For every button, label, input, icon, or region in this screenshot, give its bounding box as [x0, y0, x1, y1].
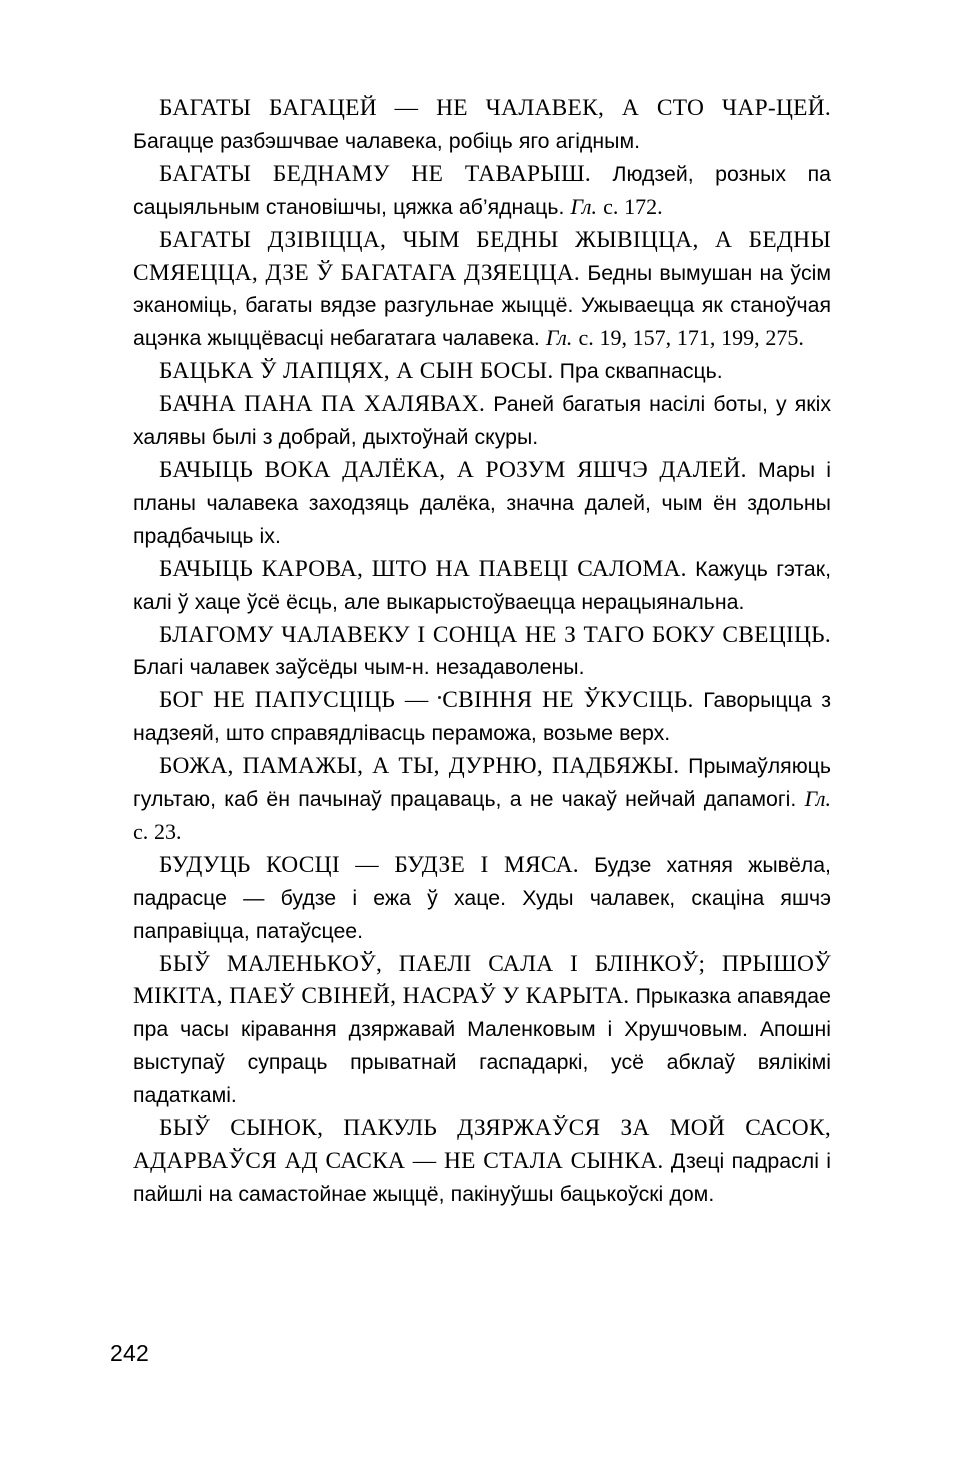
dictionary-entry-list [133, 92, 831, 1211]
entry-headword-part-a: БОГ НЕ ПАПУСЦІЦЬ — [159, 687, 439, 714]
dictionary-entry [133, 553, 831, 619]
entry-definition: Гаворыцца з надзеяй, што справядлівасць пераможа, возьме верх. [133, 688, 831, 746]
entry-xref-pages: с. 172. [603, 193, 663, 219]
entry-xref-label: Гл. [570, 193, 597, 219]
entry-headword: БЫЎ МАЛЕНЬКОЎ, ПАЕЛІ САЛА І БЛІНКОЎ; ПРЫШОЎ МІКІТА, ПАЕЎ СВІНЕЙ, НАСРАЎ У КАРЫТА. [133, 950, 831, 1010]
scan-speck-artifact [438, 696, 441, 699]
entry-definition: Мары і планы чалавека заходзяць далёка, значна далей, чым ён здольны прадбачыць іх. [133, 457, 831, 548]
entry-headword: БАГАТЫ ДЗІВІЦЦА, ЧЫМ БЕДНЫ ЖЫВІЦЦА, А БЕДНЫ СМЯЕЦЦА, ДЗЕ Ў БАГАТАГА ДЗЯЕЦЦА. [133, 226, 831, 286]
entry-definition: Кажуць гэтак, калі ў хаце ўсё ёсць, але выкарыстоўваецца нерацыянальна. [133, 556, 831, 614]
dictionary-entry [133, 849, 831, 948]
entry-headword: БАГАТЫ БЕДНАМУ НЕ ТАВАРЫШ. [159, 160, 592, 187]
entry-headword: БЫЎ СЫНОК, ПАКУЛЬ ДЗЯРЖАЎСЯ ЗА МОЙ САСОК, АДАРВАЎСЯ АД САСКА — НЕ СТАЛА СЫНКА. [133, 1115, 831, 1174]
entry-headword: БАЧЫЦЬ КАРОВА, ШТО НА ПАВЕЦІ САЛОМА. [159, 555, 687, 582]
dictionary-entry [133, 92, 831, 158]
entry-definition: Людзей, розных па сацыяльным становішчы, цяжка аб’яднаць. [133, 161, 831, 219]
entry-headword: БУДУЦЬ КОСЦІ — БУДЗЕ І МЯСА. [159, 851, 579, 878]
dictionary-entry [133, 355, 831, 388]
entry-headword: БАГАТЫ БАГАЦЕЙ — НЕ ЧАЛАВЕК, А СТО ЧАР-ЦЕЙ. [159, 95, 831, 121]
dictionary-entry [133, 158, 831, 224]
entry-headword: БАЧНА ПАНА ПА ХАЛЯВАХ. [159, 391, 486, 418]
entry-definition: Прыказка апавядае пра часы кіравання дзяржавай Маленковым і Хрушчовым. Апошні выступаў супраць прыватнай гаспадаркі, усё абклаў вялікімі падаткамі. [133, 984, 831, 1108]
entry-definition: Пра сквапнасць. [559, 359, 723, 384]
entry-xref-label: Гл. [804, 786, 831, 812]
dictionary-entry [133, 619, 831, 685]
dictionary-entry [133, 684, 831, 750]
entry-definition: Багацце разбэшчвае чалавека, робіць яго агідным. [133, 128, 641, 153]
dictionary-entry [133, 388, 831, 454]
entry-headword: БОЖА, ПАМАЖЫ, А ТЫ, ДУРНЮ, ПАДБЯЖЫ. [159, 753, 680, 780]
entry-xref-pages: с. 19, 157, 171, 199, 275. [578, 325, 804, 351]
entry-headword: БЛАГОМУ ЧАЛАВЕКУ І СОНЦА НЕ З ТАГО БОКУ СВЕЦІЦЬ. [159, 621, 831, 648]
entry-headword-part-b: СВІННЯ НЕ ЎКУСІЦЬ. [442, 687, 694, 714]
entry-definition: Прымаўляюць гультаю, каб ён пачынаў працаваць, а не чакаў нейчай дапамогі. [133, 754, 831, 812]
dictionary-entry [133, 1112, 831, 1211]
entry-definition: Будзе хатняя жывёла, падрасце — будзе і ежа ў хаце. Худы чалавек, скаціна яшчэ паправіцца, патаўсцее. [133, 852, 831, 943]
entry-definition: Дзеці падраслі і пайшлі на самастойнае жыццё, пакінуўшы бацькоўскі дом. [133, 1149, 831, 1206]
dictionary-entry [133, 224, 831, 356]
entry-definition: Бедны вымушан на ўсім эканоміць, багаты вядзе разгульнае жыццё. Ужываецца як станоўчая ацэнка жыццёвасці небагатага чалавека. [133, 260, 831, 351]
dictionary-entry [133, 750, 831, 849]
entry-headword: БАЦЬКА Ў ЛАПЦЯХ, А СЫН БОСЫ. [159, 358, 554, 385]
entry-xref-label: Гл. [545, 325, 573, 351]
entry-definition: Раней багатыя насілі боты, у якіх халявы былі з добрай, дыхтоўнай скуры. [133, 392, 831, 450]
page-number: 242 [110, 1340, 150, 1366]
entry-definition: Благі чалавек заўсёды чым-н. незадаволены. [133, 655, 585, 680]
entry-xref-pages: с. 23. [133, 818, 182, 844]
entry-headword: БАЧЫЦЬ ВОКА ДАЛЁКА, А РОЗУМ ЯШЧЭ ДАЛЕЙ. [159, 456, 747, 483]
dictionary-entry [133, 948, 831, 1113]
dictionary-entry [133, 454, 831, 553]
